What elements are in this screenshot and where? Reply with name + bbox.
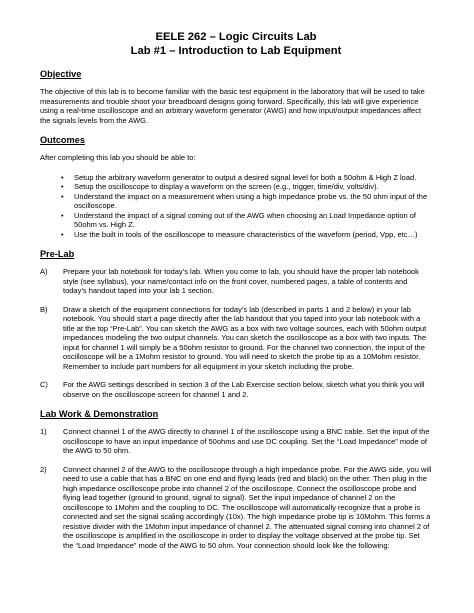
prelab-list — [40, 267, 432, 399]
outcome-item: • Setup the oscilloscope to display a waveform on the screen (e.g., trigger, time/div, volts/div). — [74, 182, 432, 192]
objective-section — [40, 69, 432, 125]
prelab-item — [40, 267, 432, 296]
outcome-item: • Use the built in tools of the oscilloscope to measure characteristics of the waveform (period, Vpp, etc…) — [74, 230, 432, 240]
outcomes-list — [40, 173, 432, 240]
labwork-item — [40, 465, 432, 551]
prelab-item-marker: A) — [40, 267, 48, 276]
outcome-item: • Understand the impact of a signal coming out of the AWG when choosing an Load Impedance option of 50ohm vs. High Z. — [74, 211, 432, 230]
labwork-item-text: Connect channel 1 of the AWG directly to channel 1 of the oscilloscope using a BNC cable. Set the input of the oscilloscope to have an input impedance of 50ohms and use DC coupling. Set the “Load Impedance” mode of the AWG to 50 ohm. — [63, 427, 430, 455]
objective-heading: Objective — [40, 69, 82, 79]
outcomes-heading: Outcomes — [40, 135, 85, 145]
labwork-item-marker: 2) — [40, 464, 47, 474]
prelab-item-text: Prepare your lab notebook for today’s lab. When you come to lab, you should have the proper lab notebook style (see syllabus), your name/contact info on the front cover, numbered pages, a table of contents and today’s handout taped into your lab 1 section. — [63, 267, 419, 295]
outcomes-intro: After completing this lab you should be able to: — [40, 153, 196, 162]
prelab-item — [40, 380, 432, 399]
prelab-heading: Pre-Lab — [40, 249, 75, 259]
labwork-list — [40, 427, 432, 550]
labwork-item-text: Connect channel 2 of the AWG to the oscilloscope through a high impedance probe. For the AWG side, you will need to use a cable that has a BNC on one end and flying leads (red and black) on the other. Then plug in the high impedance oscilloscope probe into channel 2 of the oscilloscope. Connect the oscilloscope probe and flying lead together (ground to ground, signal to signal). Set the input impedance of channel 2 on the oscilloscope to 1Mohm and the coupling to DC. The oscilloscope will automatically recognize that a probe is connected and set the signal scaling accordingly (10x). The high impedance probe tip is 10Mohm. This forms a resistive divider with the 1Mohm input impedance of channel 2. The attenuated signal coming into channel 2 of the oscilloscope is amplified in the oscilloscope in order to display the voltage observed at the probe tip. Set the “Load Impedance” mode of the AWG to 50 ohm. Your connection should look like the following: — [63, 464, 432, 550]
outcomes-section — [40, 135, 432, 239]
outcome-item: • Setup the arbitrary waveform generator to output a desired signal level for both a 50ohm & High Z load. — [74, 173, 432, 183]
labwork-heading: Lab Work & Demonstration — [40, 409, 159, 419]
prelab-item-marker: B) — [40, 304, 48, 314]
prelab-item-marker: C) — [40, 380, 48, 389]
prelab-item — [40, 305, 432, 372]
labwork-item — [40, 427, 432, 456]
document-subtitle: Lab #1 – Introduction to Lab Equipment — [130, 45, 342, 57]
prelab-section — [40, 249, 432, 399]
prelab-item-text: Draw a sketch of the equipment connections for today’s lab (described in parts 1 and 2 below) in your lab notebook. You should start a page directly after the lab handout that you taped into your lab notebook with a title at the top “Pre-Lab”. You can sketch the AWG as a box with two voltage sources, each with 50ohm output impedances modeling the two output channels. You can sketch the oscilloscope as a box with two inputs. The input for channel 1 will simply be a 50ohm resistor to ground. For the channel two connection, the input of the oscilloscope will be a 1Mohm resistor to ground. You will need to sketch the probe tip as a 10Mohm resistor. Remember to include part numbers for all equipment in your sketch including the probe. — [63, 304, 427, 371]
outcome-item: • Understand the impact on a measurement when using a high impedance probe vs. the 50 ohm input of the oscilloscope. — [74, 192, 432, 211]
labwork-section — [40, 409, 432, 550]
objective-text: The objective of this lab is to become familiar with the basic test equipment in the laboratory that will be used to take measurements and trouble shoot your breadboard designs going forward. Specifically, this lab will give experience using a real-time oscilloscope and an arbitrary waveform generator (AWG) and how input/output impedances affect the signals levels from the AWG. — [40, 87, 425, 125]
document-title: EELE 262 – Logic Circuits Lab — [155, 31, 317, 43]
labwork-item-marker: 1) — [40, 427, 47, 436]
prelab-item-text: For the AWG settings described in section 3 of the Lab Exercise section below, sketch what you think you will observe on the oscilloscope screen for channel 1 and 2. — [63, 380, 425, 399]
